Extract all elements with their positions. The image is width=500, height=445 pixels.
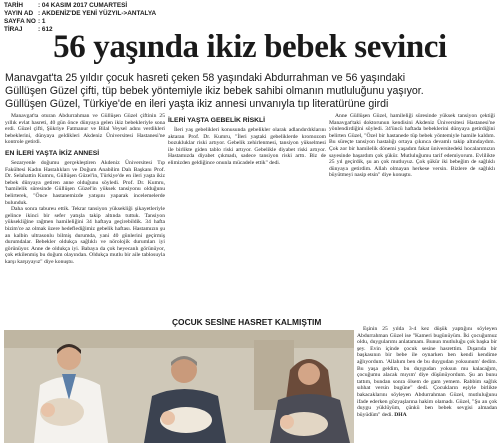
article-photo (4, 330, 354, 443)
subhead-line: Güllüşen Güzel çifti, tüp bebek yöntemiyle ikiz bebek sahibi olmanın mutluluğunu yaşıyor. (5, 84, 424, 97)
article-headline: 56 yaşında ikiz bebek sevinci (53, 29, 447, 65)
body-paragraph (357, 326, 497, 418)
body-paragraph: Daha sonra tabureu ettik. Tekrar tansiyon yüksekliği şikayetleriyle gelince ikinci bir sefer yatışla takip altında tuttuk. Tansiyon yüksekliğine rağmen hamileliğini 34 haftaya geçirebildik. 34 hafta bizim'ce az olmak üzere hedeflediğimiz gebelik haftası. Hastamızın şu an kalbin ultrasonlu bilmiş durumda, yani 40 günlerini geçirmiş durumdalar. Bebekler oldukça sağlıklı ve nörolojik durumları iyi görünüyor. Anne de oldukça iyi. Babaya da çok heyecanlı görünüyor, çok etkilenmiş bu doğum olayından. Oldukça mutlu bir aile tablosuyla karşı karşıyayız" diye konuştu. (5, 206, 165, 265)
article-column-4 (357, 326, 497, 443)
body-paragraph: Sezaryenle doğumu gerçekleştiren Akdeniz Üniversitesi Tıp Fakültesi Kadın Hastalıkları ve Doğum Anabilim Dalı Başkanı Prof. Dr. Selahattin Kumru, Güllüşen Güzel'in, Türkiye'de en ileri yaşta ikiz bebek dünyaya getiren anne olduğunu söyledi. Prof. Dr. Kumru, 'hamilelik süresinde Güllüşen Güzel'in yüksek tansiyonu olduğunu belirterek, "Önce hastanemizde yatışını yaparak incelemelerde bulunduk. (5, 159, 165, 206)
meta-row-page: SAYFA NO : 1 (4, 18, 46, 25)
section-heading-oldest-mother: EN İLERİ YAŞTA İKİZ ANNESİ (5, 149, 100, 157)
body-text: Eşinin 25 yılda 3-4 kez düşük yaptığını söyleyen Abdurrahman Güzel ise "Kameri bugünüyüm. İki çocuğumuz oldu, duygularımı anlatamam. Bunun mutluluğu çok başka bir şey. Evin içinde çocuk sesine hasrettim. Dışarıda bir başkasının bir bebe ile oynarken ben kendi kendime ağlıyordum. 'Allahım ben de bu duygudan yoksunum' dedim. Bu yaşa geldim, bu duygudan yoksun mu kalacağım, çocuğumu alacak mıyım' diye düşünüyordum. Şu an bunu tattım, bundan sonra ölsem de gam yemem. Rabbim sağlık sıhhat versin bugüne" dedi. Çocukların eşiyle birlikte bakacaklarını söyleyen Abdurrahman Güzel, mutluluğunu ifade ederken gözyaşlarına hakim olamadı. Güzel, "Şu an çok duygu yüklüyüm, çünkü ben bebek sevgisi almadan büyüdüm" dedi. (357, 326, 497, 418)
body-paragraph: Anne Güllüşen Güzel, hamileliği süresinde yüksek tansiyon çektiği Manavgat'taki doktorunun kendisini Akdeniz Üniversitesi Hastanesi'ne yönlendirdiğini söyledi. 34'üncü haftada bebeklerini dünyaya getirdiğini belirten Güzel, "Özel bir hastanede tüp bebek yöntemiyle hamile kaldım. Bu süreçte tansiyon hastalığı ortaya çıkınca devamlı takip altındaydım. Çok zor bir hamilelik dönemi yaşadım fakat üniversitedeki hocalarımızın sayesinde başardım çok şükür. Mutluluğumu tarif edemiyorum. Evlilikte 25 yıl geçirdik, şu an çok mutluyuz. Çok şükür iki bebeğim de sağlıklı dünyaya getirdim. Allah olmayan herkese versin. Bizlere de sağlıklı büyütmeyi nasip etsin" diye konuştu. (329, 113, 495, 179)
intro-paragraph: Manavgat'ta oturan Abdurrahman ve Güllüşen Güzel çiftinin 25 yıllık evlat hasreti, 40 gün önce dünyaya gelen ikiz bebekleriyle sona erdi. Güzel çifti, Şükriye Fatmanur ve Bilal Veysel adını verdikleri bebeklerini, dünyaya geldikleri Akdeniz Üniversitesi Hastanesi'ne kontrole getirdi. (5, 113, 165, 146)
article-column-2 (168, 113, 326, 315)
meta-row-date: TARİH : 04 KASIM 2017 CUMARTESİ (4, 2, 128, 9)
subhead-line: Manavgat'ta 25 yıldır çocuk hasreti çeken 58 yaşındaki Abdurrahman ve 56 yaşındaki (5, 72, 406, 84)
article-column-1 (5, 113, 165, 331)
section-heading-risk: İLERİ YAŞTA GEBELİK RİSKLİ (168, 117, 266, 124)
article-column-3 (329, 113, 495, 315)
photo-illustration (4, 330, 354, 443)
subhead-line: Güllüşen Güzel, Türkiye'de en ileri yaşta ikiz annesi unvanıyla tıp literatürüne girdi (5, 97, 389, 110)
meta-row-publication: YAYIN AD : AKDENİZ'DE YENİ YÜZYIL->ANTALYA (4, 10, 157, 17)
news-agency-credit: DHA (394, 411, 407, 418)
section-heading-child-voice: ÇOCUK SESİNE HASRET KALMIŞTIM (172, 317, 322, 327)
body-paragraph: İleri yaş gebelikleri konusunda gebelikler olarak adlandırdıklarını aktaran Prof. Dr. Kumru, "İleri yaştaki gebeliklerde kromozom bozukluklar riski artıyor. Gebelik zehirlenmesi, tansiyon yükselmesi ile birlikte giden tablo riski artıyor. Gebelikle diyabet riski artıyor. Hastamızda diyabet çıkmadı, sadece tansiyon riski arttı. Biz de elimizden geldiğince onunla mücadele ettik" dedi. (168, 127, 326, 166)
meta-row-circulation: TİRAJ : 612 (4, 26, 53, 33)
article-subheadline (5, 72, 497, 110)
